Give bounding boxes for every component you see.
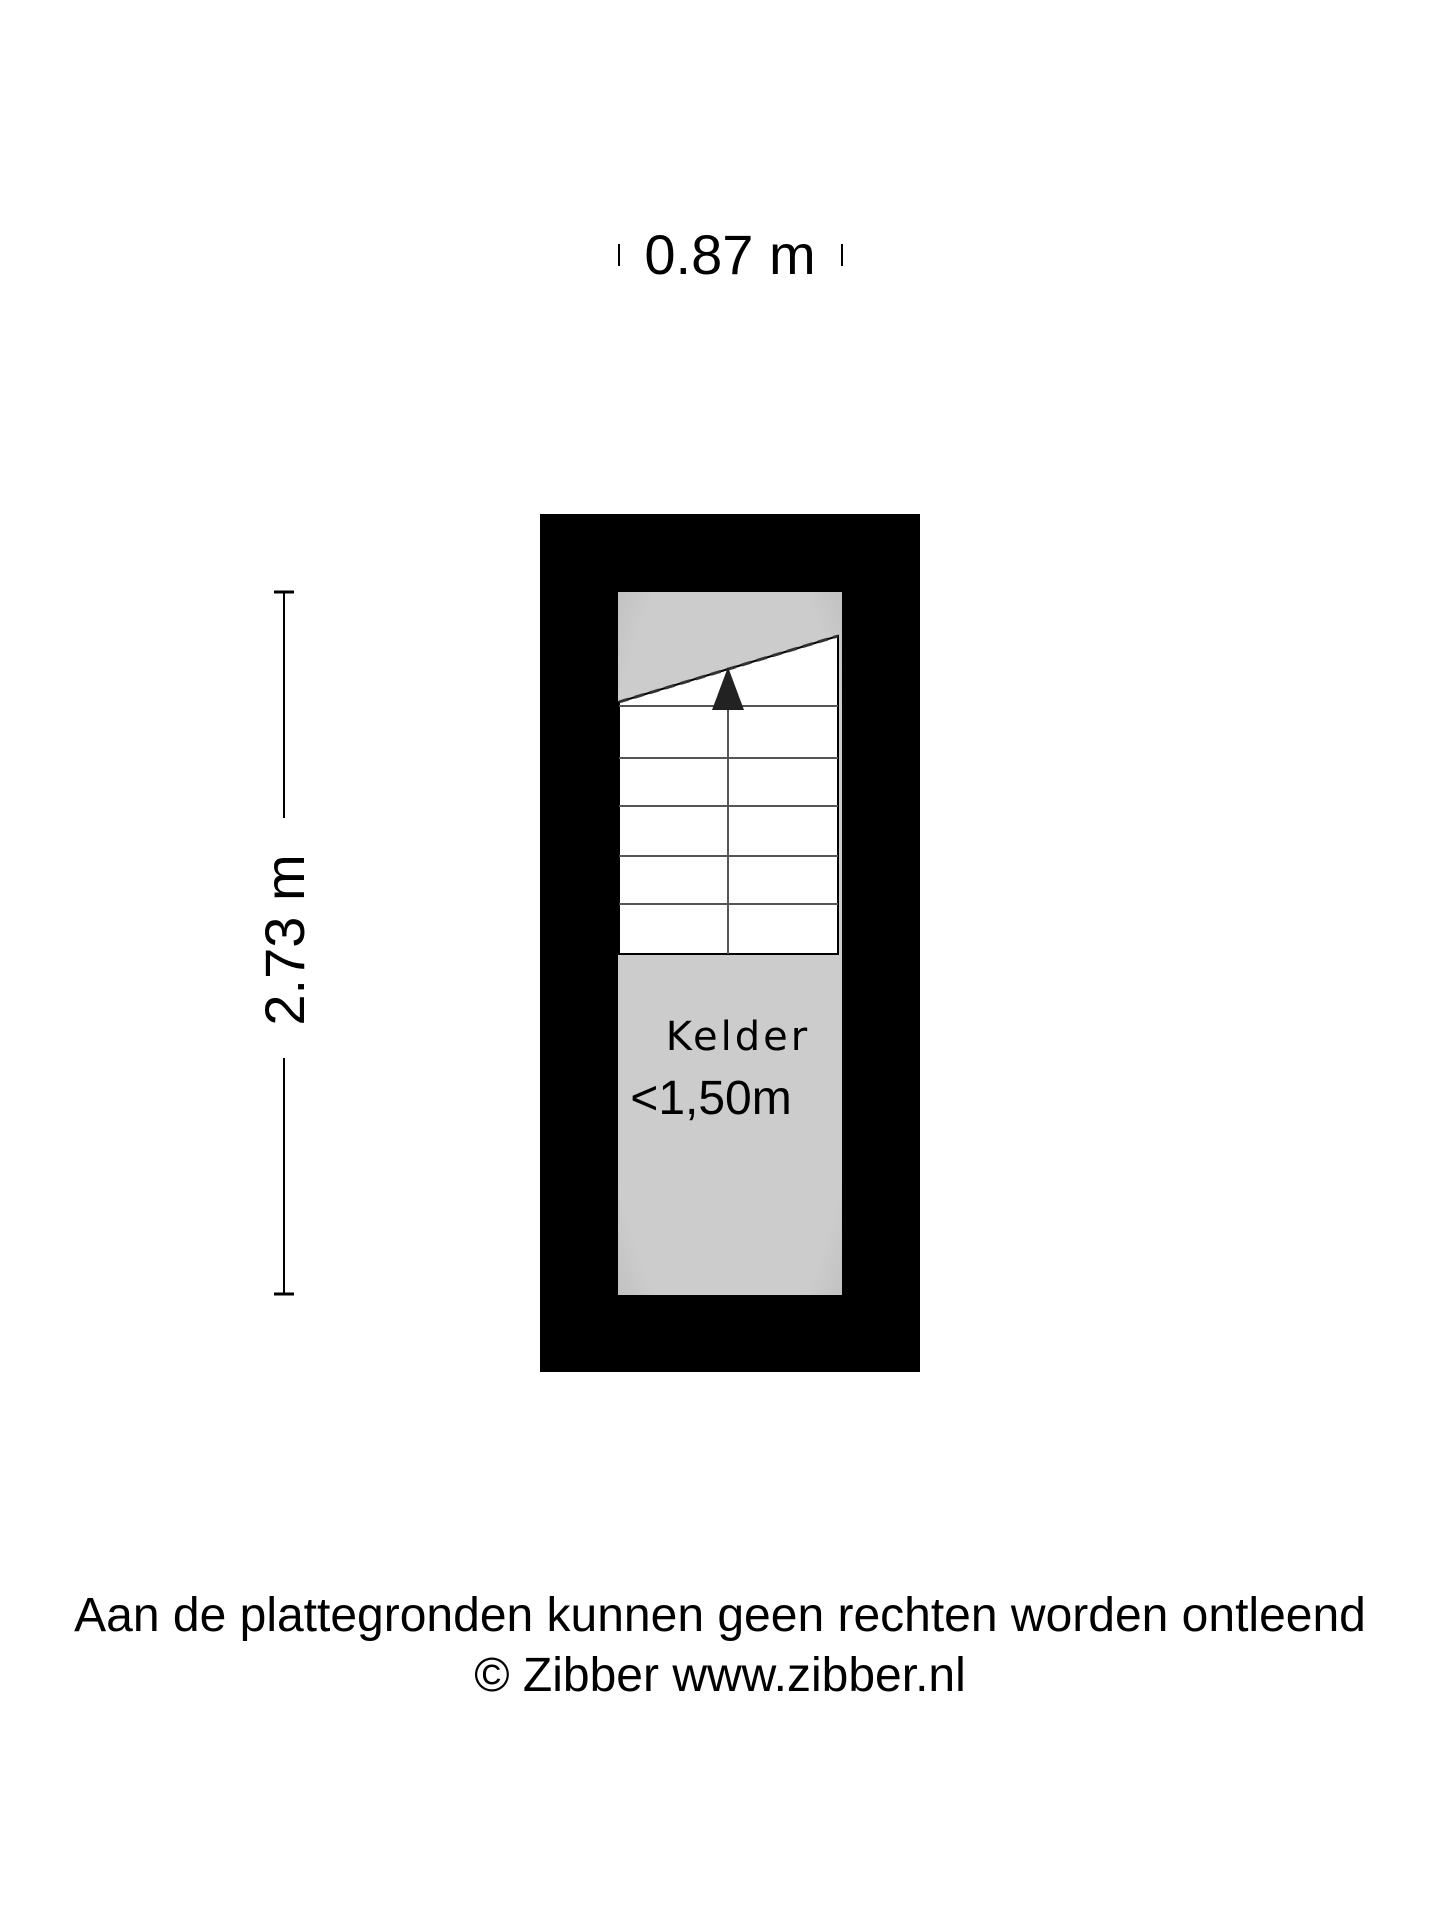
- room-height-note: <1,50m: [630, 1072, 792, 1125]
- length-dimension-label: 2.73 m: [253, 854, 316, 1026]
- width-dimension: [619, 223, 842, 286]
- disclaimer-text: Aan de plattegronden kunnen geen rechten worden ontleend: [74, 1589, 1366, 1642]
- width-dimension-label: 0.87 m: [644, 223, 816, 286]
- room-name: Kelder: [665, 1014, 811, 1060]
- length-dimension: [253, 592, 316, 1294]
- copyright-text: © Zibber www.zibber.nl: [474, 1649, 966, 1702]
